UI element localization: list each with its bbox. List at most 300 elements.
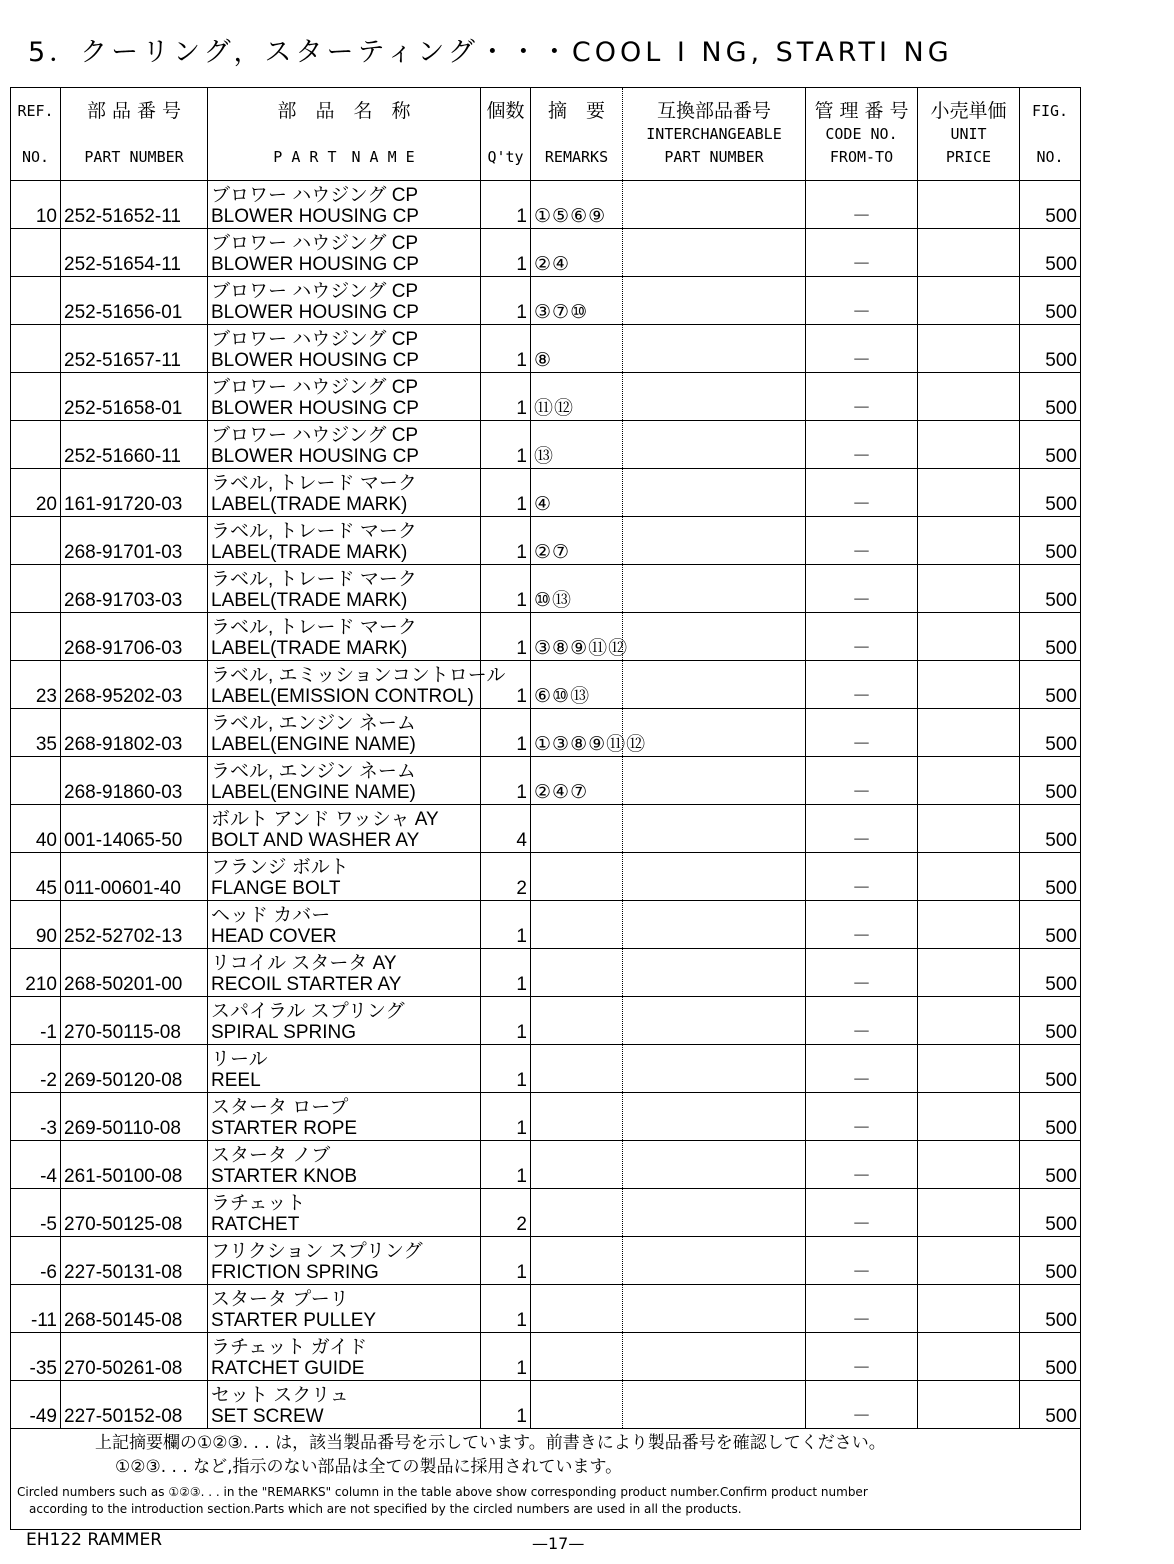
fig-cell: 500 <box>1020 949 1081 997</box>
part-name-cell <box>208 1333 481 1381</box>
qty-cell: 1 <box>481 421 531 469</box>
part-number-cell: 268-91802-03 <box>61 709 208 757</box>
part-name-en: STARTER PULLEY <box>211 1310 377 1331</box>
part-name-jp: ブロワー ハウジング CP <box>211 281 419 302</box>
ref-cell: -5 <box>11 1189 61 1237</box>
table-row <box>11 661 1081 709</box>
qty-cell: 1 <box>481 277 531 325</box>
part-name-en: HEAD COVER <box>211 926 337 947</box>
fig-cell: 500 <box>1020 1381 1081 1429</box>
remarks-cell: ②④ <box>531 229 623 277</box>
interchangeable-cell <box>623 709 806 757</box>
remarks-cell <box>531 1285 623 1333</box>
part-name-jp: スパイラル スプリング <box>211 1001 405 1022</box>
qty-cell: 1 <box>481 229 531 277</box>
ref-cell: 90 <box>11 901 61 949</box>
ref-cell: -6 <box>11 1237 61 1285</box>
part-name-jp: ラベル, エミッションコントロール <box>211 665 506 686</box>
part-name-cell <box>208 325 481 373</box>
interchangeable-cell <box>623 1381 806 1429</box>
part-name-cell <box>208 1381 481 1429</box>
interchangeable-cell <box>623 277 806 325</box>
qty-cell: 1 <box>481 181 531 229</box>
code-cell: － <box>806 229 918 277</box>
part-number-cell: 252-51656-01 <box>61 277 208 325</box>
price-cell <box>918 949 1020 997</box>
ref-cell <box>11 373 61 421</box>
remarks-cell <box>531 1237 623 1285</box>
remarks-cell <box>531 1093 623 1141</box>
code-cell: － <box>806 1381 918 1429</box>
interchangeable-cell <box>623 565 806 613</box>
part-number-cell: 270-50115-08 <box>61 997 208 1045</box>
price-cell <box>918 373 1020 421</box>
ref-cell: -2 <box>11 1045 61 1093</box>
header-interchangeable: 互換部品番号 INTERCHANGEABLE PART NUMBER <box>623 88 806 181</box>
ref-cell: 10 <box>11 181 61 229</box>
note-en-1: Circled numbers such as ①②③. . . in the "REMARKS" column in the table above show corresponding product number.Confirm product number <box>17 1485 868 1499</box>
ref-cell <box>11 565 61 613</box>
interchangeable-cell <box>623 805 806 853</box>
ref-cell: -49 <box>11 1381 61 1429</box>
part-name-jp: ブロワー ハウジング CP <box>211 425 419 446</box>
qty-cell: 1 <box>481 757 531 805</box>
part-number-cell: 252-51652-11 <box>61 181 208 229</box>
fig-cell: 500 <box>1020 1141 1081 1189</box>
price-cell <box>918 997 1020 1045</box>
table-row <box>11 901 1081 949</box>
ref-cell <box>11 421 61 469</box>
part-name-cell <box>208 949 481 997</box>
part-number-cell: 268-91706-03 <box>61 613 208 661</box>
interchangeable-cell <box>623 325 806 373</box>
header-qty: 個数 Q'ty <box>481 88 531 181</box>
table-row <box>11 949 1081 997</box>
part-name-en: BLOWER HOUSING CP <box>211 302 419 323</box>
qty-cell: 2 <box>481 853 531 901</box>
part-name-en: BLOWER HOUSING CP <box>211 350 419 371</box>
part-name-cell <box>208 277 481 325</box>
interchangeable-cell <box>623 469 806 517</box>
part-number-cell: 261-50100-08 <box>61 1141 208 1189</box>
price-cell <box>918 661 1020 709</box>
code-cell: － <box>806 997 918 1045</box>
price-cell <box>918 757 1020 805</box>
interchangeable-cell <box>623 949 806 997</box>
part-name-jp: スタータ ノブ <box>211 1145 331 1166</box>
part-name-cell <box>208 1045 481 1093</box>
part-name-en: SET SCREW <box>211 1406 324 1427</box>
table-row <box>11 469 1081 517</box>
qty-cell: 4 <box>481 805 531 853</box>
remarks-cell <box>531 853 623 901</box>
price-cell <box>918 181 1020 229</box>
part-name-jp: ブロワー ハウジング CP <box>211 377 419 398</box>
part-name-jp: ボルト アンド ワッシャ AY <box>211 809 439 830</box>
table-row <box>11 1093 1081 1141</box>
part-name-cell <box>208 229 481 277</box>
code-cell: － <box>806 373 918 421</box>
table-row <box>11 853 1081 901</box>
part-name-cell <box>208 1189 481 1237</box>
part-name-cell <box>208 1141 481 1189</box>
qty-cell: 1 <box>481 517 531 565</box>
interchangeable-cell <box>623 229 806 277</box>
fig-cell: 500 <box>1020 901 1081 949</box>
part-name-jp: ラベル, エンジン ネーム <box>211 761 416 782</box>
part-name-jp: フリクション スプリング <box>211 1241 423 1262</box>
table-row <box>11 1189 1081 1237</box>
remarks-cell: ⑥⑩⑬ <box>531 661 623 709</box>
qty-cell: 1 <box>481 373 531 421</box>
ref-cell <box>11 277 61 325</box>
notes-cell <box>11 1429 1081 1530</box>
remarks-cell: ②⑦ <box>531 517 623 565</box>
part-name-en: BLOWER HOUSING CP <box>211 254 419 275</box>
part-name-en: LABEL(ENGINE NAME) <box>211 782 416 803</box>
part-number-cell: 270-50261-08 <box>61 1333 208 1381</box>
part-number-cell: 161-91720-03 <box>61 469 208 517</box>
part-name-en: LABEL(ENGINE NAME) <box>211 734 416 755</box>
interchangeable-cell <box>623 1045 806 1093</box>
part-name-cell <box>208 901 481 949</box>
part-name-cell <box>208 1285 481 1333</box>
qty-cell: 1 <box>481 565 531 613</box>
price-cell <box>918 1237 1020 1285</box>
fig-cell: 500 <box>1020 421 1081 469</box>
code-cell: － <box>806 709 918 757</box>
interchangeable-cell <box>623 661 806 709</box>
interchangeable-cell <box>623 853 806 901</box>
fig-cell: 500 <box>1020 469 1081 517</box>
code-cell: － <box>806 1141 918 1189</box>
fig-cell: 500 <box>1020 1285 1081 1333</box>
page-number: —17— <box>532 1534 585 1553</box>
ref-cell <box>11 325 61 373</box>
part-number-cell: 011-00601-40 <box>61 853 208 901</box>
qty-cell: 1 <box>481 901 531 949</box>
table-row <box>11 421 1081 469</box>
part-name-cell <box>208 1237 481 1285</box>
part-name-en: RATCHET <box>211 1214 300 1235</box>
qty-cell: 1 <box>481 1045 531 1093</box>
fig-cell: 500 <box>1020 517 1081 565</box>
price-cell <box>918 277 1020 325</box>
part-name-jp: ラチェット <box>211 1193 306 1214</box>
ref-cell: -4 <box>11 1141 61 1189</box>
page-title: 5．クーリング，スターティング・・・COOL I NG, STARTI NG <box>28 37 953 68</box>
fig-cell: 500 <box>1020 181 1081 229</box>
remarks-cell: ⑪⑫ <box>531 373 623 421</box>
table-row <box>11 1237 1081 1285</box>
part-name-cell <box>208 565 481 613</box>
code-cell: － <box>806 1285 918 1333</box>
remarks-cell <box>531 901 623 949</box>
code-cell: － <box>806 949 918 997</box>
qty-cell: 1 <box>481 325 531 373</box>
code-cell: － <box>806 853 918 901</box>
fig-cell: 500 <box>1020 853 1081 901</box>
price-cell <box>918 229 1020 277</box>
ref-cell: 23 <box>11 661 61 709</box>
part-name-en: SPIRAL SPRING <box>211 1022 357 1043</box>
interchangeable-cell <box>623 1141 806 1189</box>
interchangeable-cell <box>623 1093 806 1141</box>
ref-cell: 35 <box>11 709 61 757</box>
footer-model: EH122 RAMMER <box>26 1530 163 1550</box>
qty-cell: 1 <box>481 1333 531 1381</box>
qty-cell: 1 <box>481 1237 531 1285</box>
code-cell: － <box>806 1093 918 1141</box>
part-name-cell <box>208 997 481 1045</box>
price-cell <box>918 1045 1020 1093</box>
code-cell: － <box>806 469 918 517</box>
fig-cell: 500 <box>1020 661 1081 709</box>
part-name-en: BLOWER HOUSING CP <box>211 206 419 227</box>
part-name-en: BLOWER HOUSING CP <box>211 446 419 467</box>
fig-cell: 500 <box>1020 277 1081 325</box>
ref-cell: 40 <box>11 805 61 853</box>
code-cell: － <box>806 901 918 949</box>
part-number-cell: 268-50201-00 <box>61 949 208 997</box>
table-row <box>11 229 1081 277</box>
price-cell <box>918 613 1020 661</box>
part-name-jp: フランジ ボルト <box>211 857 349 878</box>
part-name-en: LABEL(TRADE MARK) <box>211 494 408 515</box>
code-cell: － <box>806 277 918 325</box>
fig-cell: 500 <box>1020 1333 1081 1381</box>
part-name-jp: ブロワー ハウジング CP <box>211 185 419 206</box>
part-number-cell: 001-14065-50 <box>61 805 208 853</box>
part-name-en: FLANGE BOLT <box>211 878 341 899</box>
table-header-row <box>11 88 1081 181</box>
remarks-cell <box>531 1333 623 1381</box>
qty-cell: 1 <box>481 613 531 661</box>
parts-table <box>10 87 1081 1530</box>
part-number-cell: 268-91860-03 <box>61 757 208 805</box>
part-number-cell: 252-51657-11 <box>61 325 208 373</box>
code-cell: － <box>806 1333 918 1381</box>
code-cell: － <box>806 565 918 613</box>
part-name-jp: ヘッド カバー <box>211 905 331 926</box>
interchangeable-cell <box>623 1237 806 1285</box>
note-jp-1: 上記摘要欄の①②③. . . は，該当製品番号を示しています。前書きにより製品番号を確認してください。 <box>95 1433 886 1453</box>
part-name-cell <box>208 517 481 565</box>
ref-cell <box>11 517 61 565</box>
part-name-jp: セット スクリュ <box>211 1385 349 1406</box>
fig-cell: 500 <box>1020 565 1081 613</box>
interchangeable-cell <box>623 517 806 565</box>
price-cell <box>918 1093 1020 1141</box>
ref-cell: 45 <box>11 853 61 901</box>
header-part-number: 部 品 番 号 PART NUMBER <box>61 88 208 181</box>
qty-cell: 1 <box>481 1285 531 1333</box>
remarks-cell <box>531 1141 623 1189</box>
qty-cell: 2 <box>481 1189 531 1237</box>
interchangeable-cell <box>623 373 806 421</box>
remarks-cell: ④ <box>531 469 623 517</box>
table-row <box>11 181 1081 229</box>
part-number-cell: 227-50152-08 <box>61 1381 208 1429</box>
part-name-jp: ラベル, トレード マーク <box>211 617 417 638</box>
part-number-cell: 268-95202-03 <box>61 661 208 709</box>
price-cell <box>918 853 1020 901</box>
interchangeable-cell <box>623 421 806 469</box>
part-name-cell <box>208 181 481 229</box>
price-cell <box>918 1381 1020 1429</box>
qty-cell: 1 <box>481 949 531 997</box>
part-name-cell <box>208 373 481 421</box>
part-name-cell <box>208 661 506 709</box>
table-row <box>11 1381 1081 1429</box>
ref-cell: -3 <box>11 1093 61 1141</box>
part-name-cell <box>208 613 481 661</box>
price-cell <box>918 469 1020 517</box>
fig-cell: 500 <box>1020 325 1081 373</box>
part-number-cell: 227-50131-08 <box>61 1237 208 1285</box>
fig-cell: 500 <box>1020 229 1081 277</box>
part-name-en: BLOWER HOUSING CP <box>211 398 419 419</box>
code-cell: － <box>806 325 918 373</box>
remarks-cell: ③⑧⑨⑪⑫ <box>531 613 623 661</box>
table-row <box>11 373 1081 421</box>
qty-cell: 1 <box>481 1141 531 1189</box>
qty-cell: 1 <box>481 1093 531 1141</box>
part-name-cell <box>208 1093 481 1141</box>
part-number-cell: 269-50110-08 <box>61 1093 208 1141</box>
table-row <box>11 1045 1081 1093</box>
ref-cell <box>11 757 61 805</box>
part-name-jp: リコイル スタータ AY <box>211 953 397 974</box>
code-cell: － <box>806 661 918 709</box>
part-number-cell: 268-91701-03 <box>61 517 208 565</box>
code-cell: － <box>806 613 918 661</box>
ref-cell: -1 <box>11 997 61 1045</box>
part-name-cell <box>208 853 481 901</box>
code-cell: － <box>806 181 918 229</box>
interchangeable-cell <box>623 757 806 805</box>
part-name-en: LABEL(TRADE MARK) <box>211 542 408 563</box>
remarks-cell <box>531 949 623 997</box>
price-cell <box>918 325 1020 373</box>
fig-cell: 500 <box>1020 805 1081 853</box>
part-name-en: BOLT AND WASHER AY <box>211 830 420 851</box>
part-name-en: REEL <box>211 1070 261 1091</box>
interchangeable-cell <box>623 1189 806 1237</box>
note-en-2: according to the introduction section.Parts which are not specified by the circled numbers are used in all the products. <box>29 1502 742 1516</box>
remarks-cell: ③⑦⑩ <box>531 277 623 325</box>
header-ref: REF. NO. <box>11 88 61 181</box>
interchangeable-cell <box>623 1333 806 1381</box>
price-cell <box>918 709 1020 757</box>
part-name-cell <box>208 709 481 757</box>
fig-cell: 500 <box>1020 709 1081 757</box>
remarks-cell <box>531 997 623 1045</box>
part-name-jp: ラベル, トレード マーク <box>211 521 417 542</box>
code-cell: － <box>806 517 918 565</box>
part-name-jp: ラベル, トレード マーク <box>211 473 417 494</box>
interchangeable-cell <box>623 613 806 661</box>
part-name-cell <box>208 757 481 805</box>
part-name-jp: ブロワー ハウジング CP <box>211 329 419 350</box>
fig-cell: 500 <box>1020 1093 1081 1141</box>
ref-cell: -35 <box>11 1333 61 1381</box>
fig-cell: 500 <box>1020 1045 1081 1093</box>
remarks-cell <box>531 1045 623 1093</box>
table-row <box>11 517 1081 565</box>
code-cell: － <box>806 1189 918 1237</box>
code-cell: － <box>806 1237 918 1285</box>
part-name-cell <box>208 805 481 853</box>
part-number-cell: 268-91703-03 <box>61 565 208 613</box>
table-row <box>11 565 1081 613</box>
table-row <box>11 1333 1081 1381</box>
part-name-cell <box>208 421 481 469</box>
part-name-en: RECOIL STARTER AY <box>211 974 402 995</box>
qty-cell: 1 <box>481 661 531 709</box>
remarks-cell <box>531 1381 623 1429</box>
part-number-cell: 252-51658-01 <box>61 373 208 421</box>
interchangeable-cell <box>623 1285 806 1333</box>
table-row <box>11 325 1081 373</box>
table-row <box>11 709 1081 757</box>
part-name-en: RATCHET GUIDE <box>211 1358 365 1379</box>
qty-cell: 1 <box>481 1381 531 1429</box>
price-cell <box>918 901 1020 949</box>
note-jp-2: ①②③. . . など,指示のない部品は全ての製品に採用されています。 <box>115 1457 623 1477</box>
part-number-cell: 252-51654-11 <box>61 229 208 277</box>
table-row <box>11 757 1081 805</box>
table-row <box>11 805 1081 853</box>
part-name-en: LABEL(TRADE MARK) <box>211 638 408 659</box>
fig-cell: 500 <box>1020 997 1081 1045</box>
qty-cell: 1 <box>481 709 531 757</box>
price-cell <box>918 1333 1020 1381</box>
fig-cell: 500 <box>1020 613 1081 661</box>
remarks-cell: ⑧ <box>531 325 623 373</box>
part-name-jp: リール <box>211 1049 268 1070</box>
part-name-en: LABEL(TRADE MARK) <box>211 590 408 611</box>
ref-cell: 20 <box>11 469 61 517</box>
table-row <box>11 613 1081 661</box>
price-cell <box>918 517 1020 565</box>
header-fig: FIG. NO. <box>1020 88 1081 181</box>
price-cell <box>918 1141 1020 1189</box>
part-name-jp: スタータ プーリ <box>211 1289 349 1310</box>
part-number-cell: 268-50145-08 <box>61 1285 208 1333</box>
part-name-cell <box>208 469 481 517</box>
part-name-en: LABEL(EMISSION CONTROL) <box>211 686 474 707</box>
price-cell <box>918 1189 1020 1237</box>
code-cell: － <box>806 805 918 853</box>
part-name-jp: ラベル, トレード マーク <box>211 569 417 590</box>
fig-cell: 500 <box>1020 373 1081 421</box>
remarks-cell: ⑬ <box>531 421 623 469</box>
ref-cell <box>11 229 61 277</box>
price-cell <box>918 805 1020 853</box>
part-number-cell: 252-51660-11 <box>61 421 208 469</box>
interchangeable-cell <box>623 901 806 949</box>
notes-row <box>11 1429 1081 1530</box>
remarks-cell: ①③⑧⑨⑪⑫ <box>531 709 623 757</box>
header-price: 小売単価 UNIT PRICE <box>918 88 1020 181</box>
part-number-cell: 269-50120-08 <box>61 1045 208 1093</box>
table-row <box>11 277 1081 325</box>
part-name-en: STARTER ROPE <box>211 1118 358 1139</box>
qty-cell: 1 <box>481 997 531 1045</box>
ref-cell <box>11 613 61 661</box>
header-code: 管 理 番 号 CODE NO. FROM-TO <box>806 88 918 181</box>
